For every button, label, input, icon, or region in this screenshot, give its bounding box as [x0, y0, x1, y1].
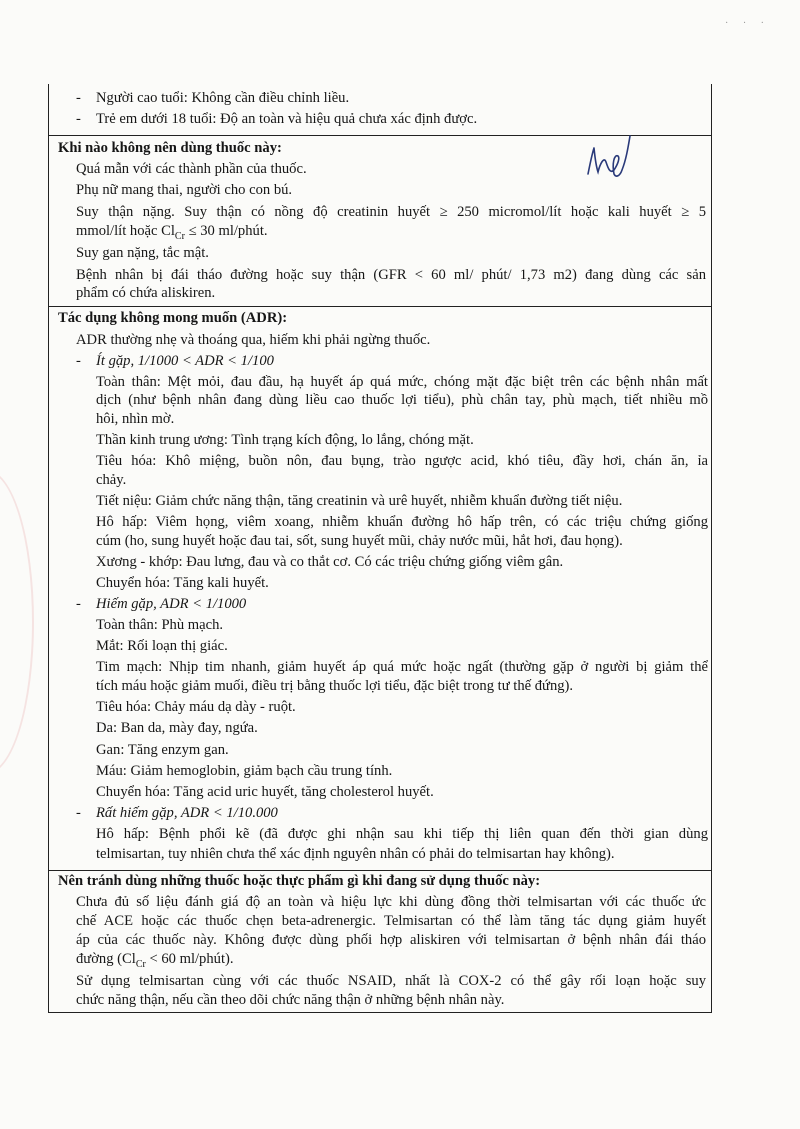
dosage-children: Trẻ em dưới 18 tuổi: Độ an toàn và hiệu quả chưa xác định được.: [96, 111, 478, 127]
adr-line: dịch (như bệnh nhân đang dùng liều cao thuốc lợi tiểu), phù chân tay, phù mạch, tiết nhiều mồ: [96, 392, 708, 408]
list-dash: -: [76, 805, 81, 821]
interaction-line: chức năng thận, nếu cần theo dõi chức năng thận ở những bệnh nhân này.: [76, 992, 505, 1008]
interactions-heading: Nên tránh dùng những thuốc hoặc thực phẩm gì khi đang sử dụng thuốc này:: [58, 873, 541, 889]
contraindication-item-cont: mmol/lít hoặc $Cl_{Cr} \le 30$ ml/phút.: [76, 223, 268, 242]
adr-line: chảy.: [96, 472, 127, 488]
adr-line: Hô hấp: Viêm họng, viêm xoang, nhiễm khuẩn đường hô hấp trên, có các triệu chứng giống: [96, 514, 708, 530]
contraindication-item: Quá mẫn với các thành phần của thuốc.: [76, 161, 307, 177]
adr-line: telmisartan, tuy nhiên chưa thể xác định nguyên nhân có phải do telmisartan hay không).: [96, 846, 615, 862]
list-dash: -: [76, 596, 81, 612]
section-divider: [48, 306, 712, 307]
adr-line: Chuyển hóa: Tăng acid uric huyết, tăng cholesterol huyết.: [96, 784, 434, 800]
faint-stamp: [0, 470, 34, 774]
adr-line: Toàn thân: Mệt mỏi, đau đầu, hạ huyết áp quá mức, chóng mặt đặc biệt trên các bệnh nhân mất: [96, 374, 708, 390]
list-dash: -: [76, 111, 81, 127]
interaction-line: chế ACE hoặc các thuốc chẹn beta-adrenergic. Telmisartan có thể làm tăng tác dụng giảm huyết: [76, 913, 706, 929]
adr-line: Tim mạch: Nhịp tim nhanh, giảm huyết áp quá mức hoặc ngất (thường gặp ở người bị giảm thể: [96, 659, 708, 675]
adr-line: Da: Ban da, mày đay, ngứa.: [96, 720, 258, 736]
list-dash: -: [76, 353, 81, 369]
adr-intro: ADR thường nhẹ và thoáng qua, hiếm khi phải ngừng thuốc.: [76, 332, 431, 348]
adr-line: Gan: Tăng enzym gan.: [96, 742, 229, 758]
dosage-elderly: Người cao tuổi: Không cần điều chỉnh liều.: [96, 90, 350, 106]
contraindication-item: Suy thận nặng. Suy thận có nồng độ creatinin huyết ≥ 250 micromol/lít hoặc kali huyết ≥ 5: [76, 204, 706, 220]
list-dash: -: [76, 90, 81, 106]
adr-line: Xương - khớp: Đau lưng, đau và co thắt cơ. Có các triệu chứng giống viêm gân.: [96, 554, 564, 570]
interaction-line: Chưa đủ số liệu đánh giá độ an toàn và hiệu lực khi dùng đồng thời telmisartan với các thuốc ức: [76, 894, 706, 910]
contraindication-item: Bệnh nhân bị đái tháo đường hoặc suy thận (GFR < 60 ml/ phút/ 1,73 m2) đang dùng các sản: [76, 267, 706, 283]
handwritten-signature: [584, 134, 634, 186]
adr-line: Hô hấp: Bệnh phổi kẽ (đã được ghi nhận sau khi tiếp thị liên quan đến thời gian dùng: [96, 826, 708, 842]
adr-line: Chuyển hóa: Tăng kali huyết.: [96, 575, 269, 591]
adr-uncommon-title: Ít gặp, 1/1000 < ADR < 1/100: [96, 353, 274, 369]
adr-heading: Tác dụng không mong muốn (ADR):: [58, 310, 288, 326]
adr-rare-title: Hiếm gặp, ADR < 1/1000: [96, 596, 247, 612]
contraindication-item: Phụ nữ mang thai, người cho con bú.: [76, 182, 293, 198]
adr-very-rare-title: Rất hiếm gặp, ADR < 1/10.000: [96, 805, 278, 821]
contraindication-item-cont: phẩm có chứa aliskiren.: [76, 285, 216, 301]
contraindication-item: Suy gan nặng, tắc mật.: [76, 245, 209, 261]
interaction-line: Sử dụng telmisartan cùng với các thuốc NSAID, nhất là COX-2 có thể gây rối loạn hoặc suy: [76, 973, 706, 989]
scan-marks: · · ·: [725, 18, 770, 29]
interaction-line: áp của các thuốc này. Không được dùng phối hợp aliskiren với telmisartan ở bệnh nhân đái tháo: [76, 932, 706, 948]
adr-line: tích máu hoặc giảm muối, điều trị bằng thuốc lợi tiểu, đặc biệt trong tư thế đứng).: [96, 678, 574, 694]
adr-line: Mắt: Rối loạn thị giác.: [96, 638, 228, 654]
adr-line: hôi, nhìn mờ.: [96, 411, 175, 427]
contraindications-heading: Khi nào không nên dùng thuốc này:: [58, 140, 282, 156]
section-divider: [48, 870, 712, 871]
adr-line: Tiêu hóa: Khô miệng, buồn nôn, đau bụng, trào ngược acid, khó tiêu, đầy hơi, chán ăn, ỉa: [96, 453, 708, 469]
adr-line: Máu: Giảm hemoglobin, giảm bạch cầu trung tính.: [96, 763, 393, 779]
adr-line: Tiết niệu: Giảm chức năng thận, tăng creatinin và urê huyết, nhiễm khuẩn đường tiết niệu.: [96, 493, 623, 509]
adr-line: Toàn thân: Phù mạch.: [96, 617, 224, 633]
adr-line: Thần kinh trung ương: Tình trạng kích động, lo lắng, chóng mặt.: [96, 432, 474, 448]
adr-line: Tiêu hóa: Chảy máu dạ dày - ruột.: [96, 699, 296, 715]
interaction-line: đường ($Cl_{Cr} < 60$ ml/phút).: [76, 951, 234, 970]
adr-line: cúm (ho, sung huyết hoặc đau tai, sốt, sung huyết mũi, chảy nước mũi, hắt hơi, đau họng).: [96, 533, 623, 549]
